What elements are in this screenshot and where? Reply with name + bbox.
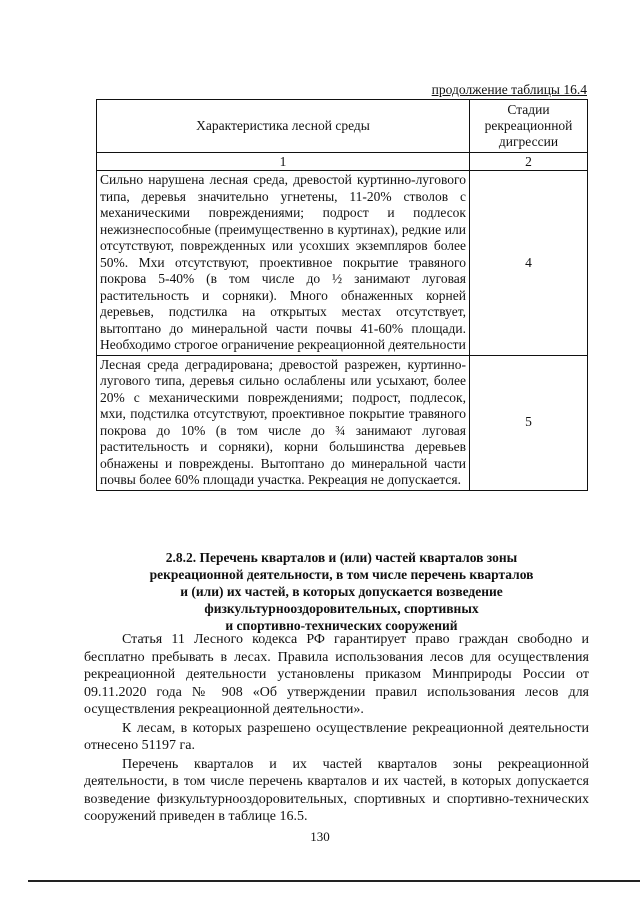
row-stage: 5 — [470, 355, 588, 490]
row-description: Сильно нарушена лесная среда, древостой куртинно-лугового типа, деревья значительно угнетены, 11-20% стволов с механическими повреждениями; подрост и подлесок нежизнеспособные (преимущественно в куртинах), редкие или отсутствуют, поврежденных или усохших экземпляров более 50%. Мхи отсутствуют, проективное покрытие травяного покрова 5-40% (в том числе до ½ занимают луговая растительность и сорняки). Много обнаженных корней деревьев, подстилка на открытых местах отсутствует, вытоптано до минеральной части почвы 41-60% площади. Необходимо строгое ограничение рекреационной деятельности — [97, 171, 470, 356]
body-paragraph: Статья 11 Лесного кодекса РФ гарантирует право граждан свободно и бесплатно пребывать в лесах. Правила использования лесов для осуществления рекреационной деятельности установлены приказом Минприроды России от 09.11.2020 года № 908 «Об утверждении правил использования лесов для осуществления рекреационной деятельности». — [84, 632, 589, 717]
section-body — [84, 631, 589, 826]
section-heading — [96, 549, 587, 634]
header-digression-stages: Стадии рекреационной дигрессии — [470, 100, 588, 153]
heading-line: рекреационной деятельности, в том числе перечень кварталов — [149, 567, 534, 582]
heading-line: 2.8.2. Перечень кварталов и (или) частей кварталов зоны — [165, 550, 518, 565]
column-number-1: 1 — [97, 153, 470, 171]
table-header-row — [97, 100, 588, 153]
bottom-rule — [28, 880, 640, 882]
heading-line: и (или) их частей, в которых допускается возведение — [180, 584, 503, 599]
column-number-2: 2 — [470, 153, 588, 171]
body-paragraph: К лесам, в которых разрешено осуществление рекреационной деятельности отнесено 51197 га. — [84, 720, 589, 753]
heading-line: физкультурнооздоровительных, спортивных — [204, 601, 479, 616]
table-row — [97, 171, 588, 356]
row-description: Лесная среда деградирована; древостой разрежен, куртинно-лугового типа, деревья сильно ослаблены или усыхают, более 20% с механическими повреждениями; подрост, подлесок, мхи, подстилка отсутствуют, проективное покрытие травяного покрова до 10% (в том числе до ¾ занимают луговая растительность и сорняки), корни большинства деревьев обнажены и повреждены. Вытоптано до минеральной части почвы более 60% площади участка. Рекреация не допускается. — [97, 355, 470, 490]
row-stage: 4 — [470, 171, 588, 356]
table-row — [97, 355, 588, 490]
heading-line: и спортивно-технических сооружений — [225, 618, 458, 633]
table-number-row — [97, 153, 588, 171]
table-continuation-label: продолжение таблицы 16.4 — [431, 82, 587, 97]
header-forest-characteristic: Характеристика лесной среды — [97, 100, 470, 153]
page-number: 130 — [310, 829, 330, 844]
recreation-digression-table — [96, 99, 588, 491]
body-paragraph: Перечень кварталов и их частей кварталов зоны рекреационной деятельности, в том числе перечень кварталов и их частей, в которых допускается возведение физкультурнооздоровительных, спортивных и спортивно-технических сооружений приведен в таблице 16.5. — [84, 756, 589, 824]
